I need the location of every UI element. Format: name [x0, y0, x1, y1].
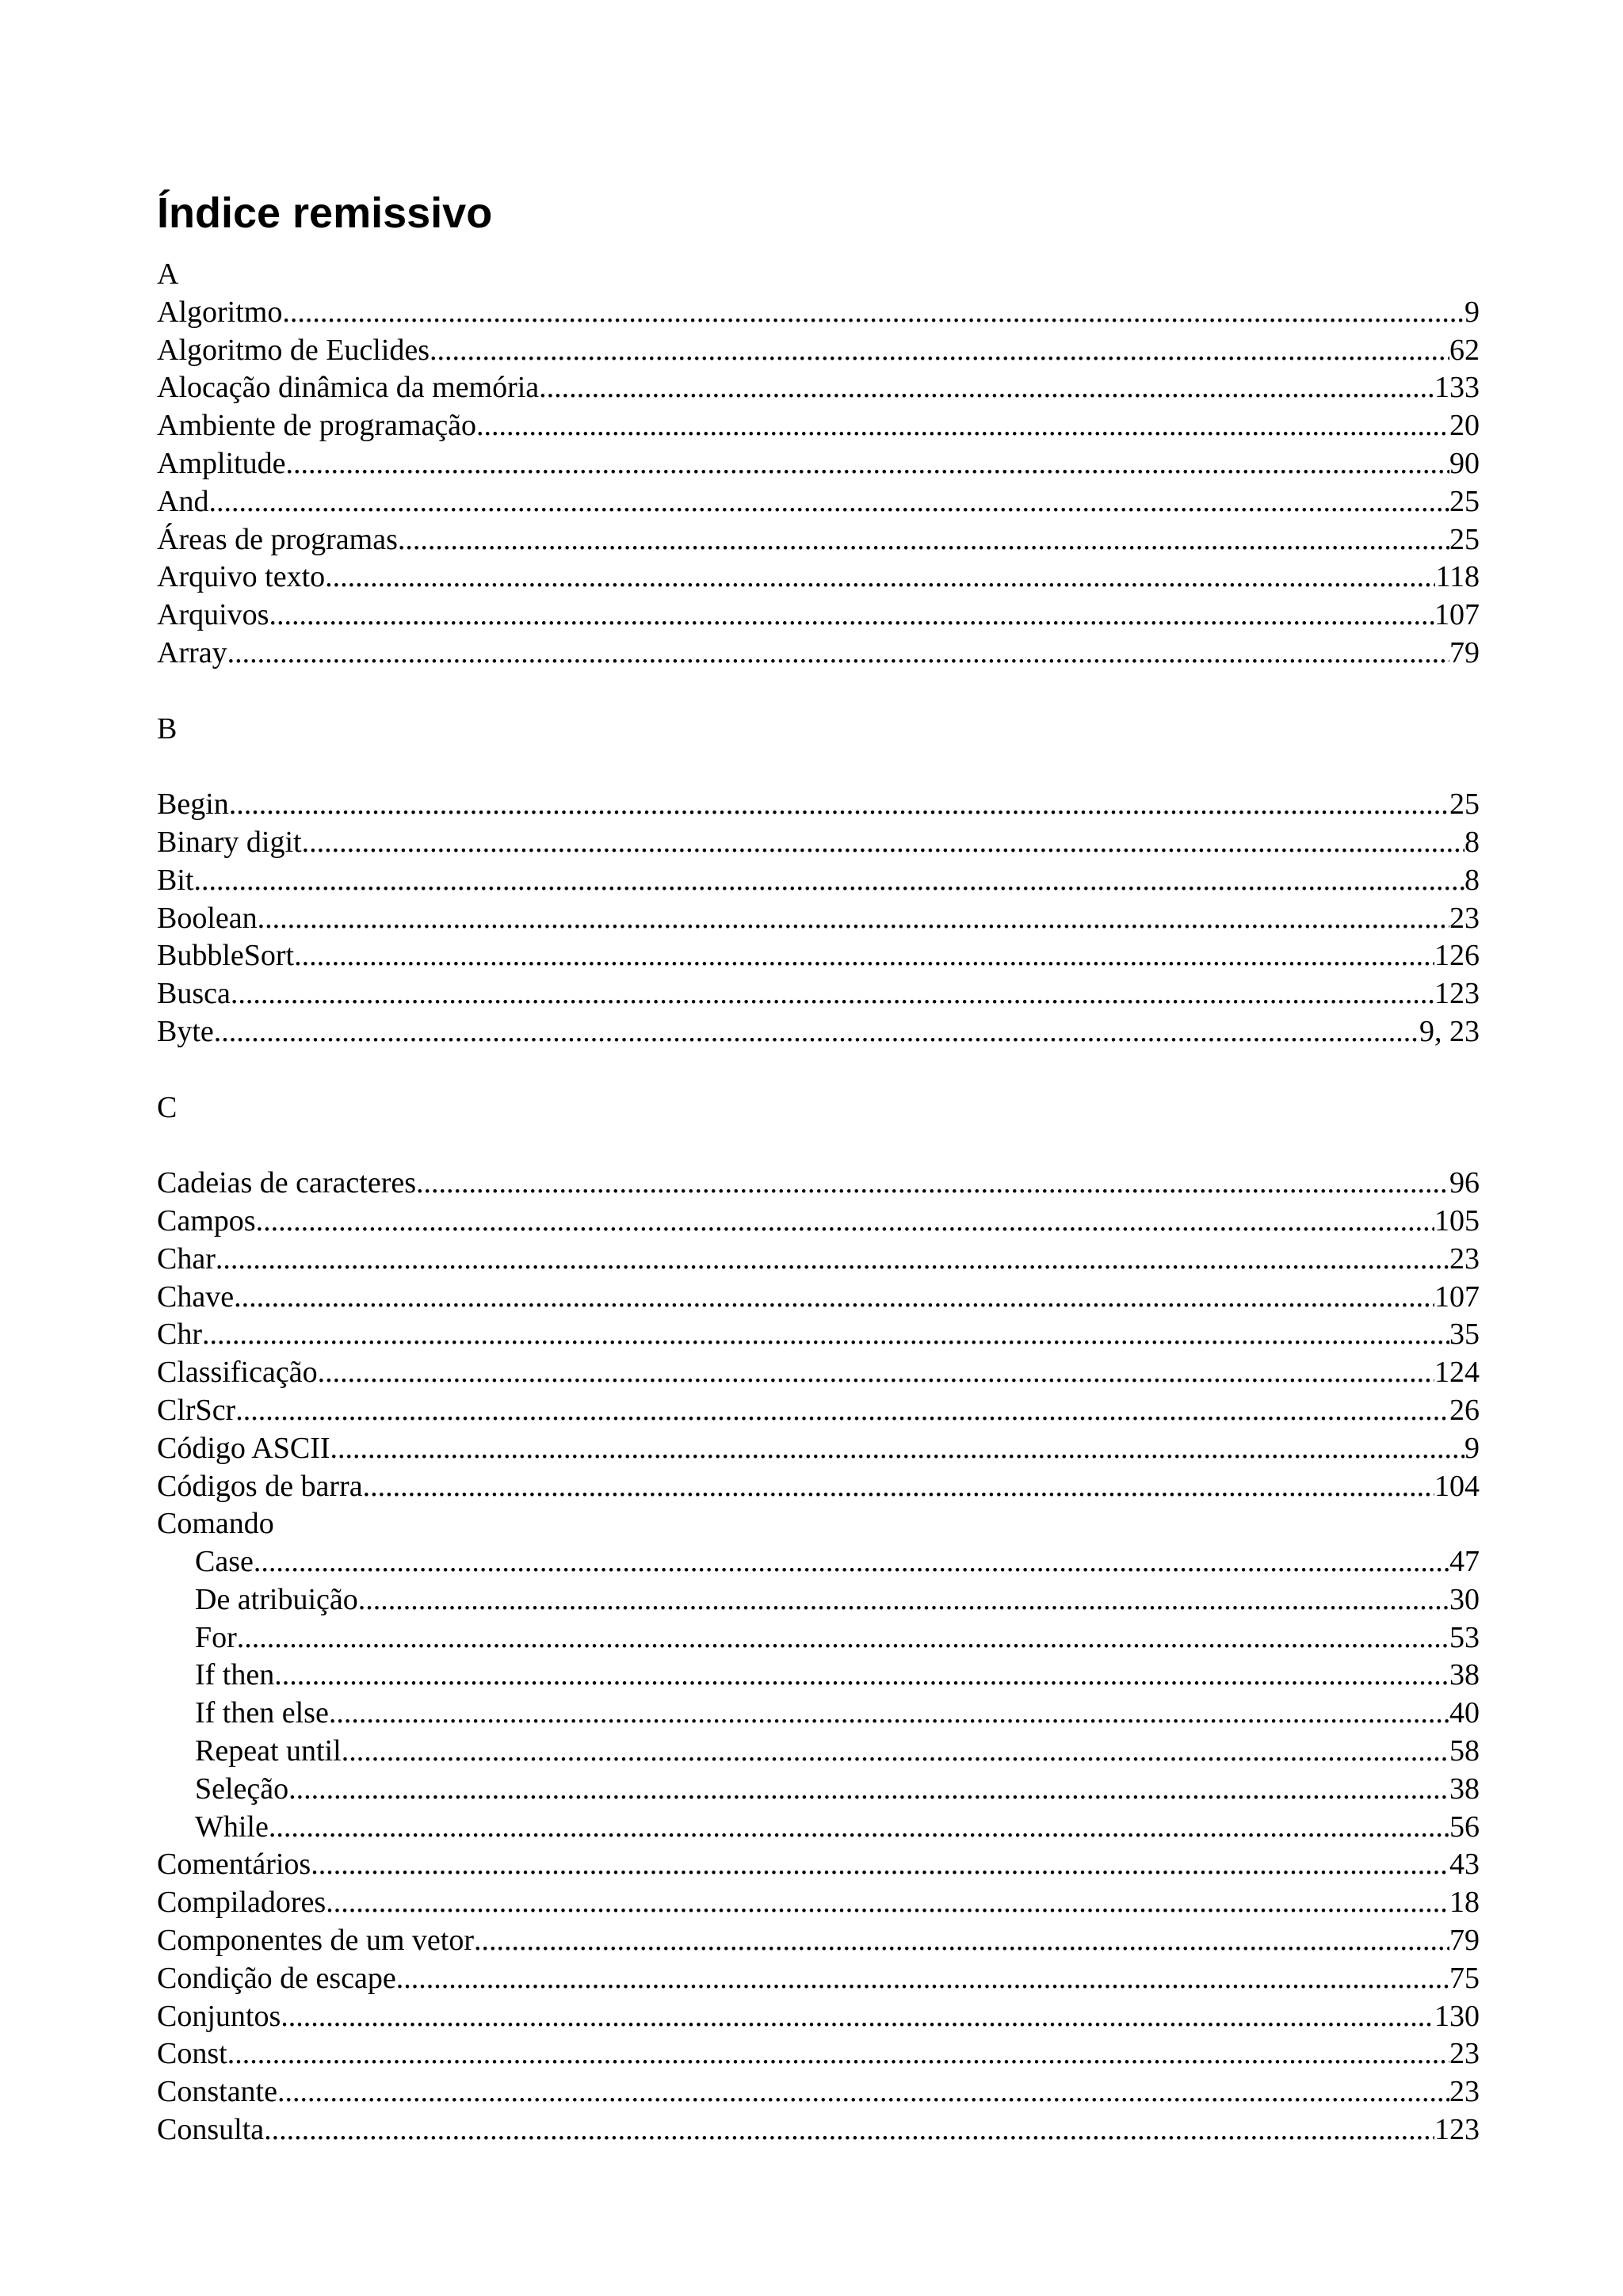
index-subentry	[157, 1619, 1480, 1657]
index-entry	[157, 294, 1480, 332]
dot-leader	[269, 597, 1434, 635]
index-subentry	[157, 1695, 1480, 1733]
entry-term: ClrScr	[157, 1393, 236, 1427]
dot-leader	[282, 294, 1465, 332]
entry-term: Amplitude	[157, 446, 286, 480]
index-entry	[157, 445, 1480, 483]
dot-leader	[234, 1279, 1434, 1317]
index-entry	[157, 369, 1480, 407]
entry-term: Consulta	[157, 2113, 265, 2147]
entry-pages: 23	[1449, 1241, 1480, 1276]
section-letter: B	[157, 711, 178, 746]
dot-leader	[288, 1771, 1449, 1809]
index-entry	[157, 1430, 1480, 1468]
section-gap	[157, 1051, 1480, 1089]
entry-pages: 40	[1449, 1696, 1480, 1730]
entry-term: Comentários	[157, 1848, 311, 1882]
entry-term: Arquivos	[157, 598, 269, 632]
dot-leader	[294, 937, 1434, 975]
entry-term: Bit	[157, 863, 194, 897]
dot-leader	[264, 2111, 1434, 2149]
entry-pages: 23	[1449, 2075, 1480, 2109]
index-entry	[157, 1241, 1480, 1279]
section-gap	[157, 1127, 1480, 1165]
entry-pages: 30	[1449, 1582, 1480, 1616]
dot-leader	[326, 1884, 1449, 1922]
entry-pages: 58	[1449, 1734, 1480, 1768]
dot-leader	[258, 900, 1449, 938]
entry-term: And	[157, 484, 209, 518]
dot-leader	[539, 369, 1434, 407]
dot-leader	[277, 2073, 1449, 2111]
index-entry	[157, 862, 1480, 900]
dot-leader	[237, 1619, 1449, 1657]
index-entry	[157, 1165, 1480, 1203]
entry-pages: 90	[1449, 446, 1480, 480]
entry-pages: 47	[1449, 1545, 1480, 1579]
index-entry	[157, 1354, 1480, 1392]
entry-pages: 25	[1449, 522, 1480, 556]
entry-term: Áreas de programas	[157, 522, 398, 556]
entry-term: If then	[195, 1658, 275, 1692]
dot-leader	[358, 1581, 1449, 1619]
dot-leader	[363, 1468, 1434, 1506]
index-entry	[157, 1960, 1480, 1998]
entry-term: Algoritmo	[157, 295, 283, 329]
dot-leader	[281, 1998, 1434, 2036]
entry-pages: 104	[1434, 1469, 1480, 1503]
entry-pages: 133	[1434, 371, 1480, 405]
dot-leader	[269, 1809, 1449, 1847]
entry-pages: 20	[1449, 409, 1480, 443]
entry-term: De atribuição	[195, 1582, 358, 1616]
entry-term: BubbleSort	[157, 939, 295, 973]
dot-leader	[416, 1165, 1449, 1203]
entry-pages: 107	[1434, 598, 1480, 632]
section-letter: A	[157, 257, 179, 291]
entry-pages: 25	[1449, 788, 1480, 822]
dot-leader	[474, 1922, 1449, 1960]
section-gap	[157, 673, 1480, 711]
entry-term: Algoritmo de Euclides	[157, 333, 430, 367]
dot-leader	[227, 635, 1449, 673]
index-subentry	[157, 1771, 1480, 1809]
dot-leader	[318, 1354, 1434, 1392]
entry-pages: 18	[1449, 1886, 1480, 1920]
dot-leader	[398, 521, 1449, 559]
entry-term: Begin	[157, 788, 229, 822]
entry-term: Constante	[157, 2075, 277, 2109]
dot-leader	[396, 1960, 1449, 1998]
index-entry	[157, 1203, 1480, 1241]
index-subentry	[157, 1657, 1480, 1695]
entry-pages: 8	[1465, 825, 1480, 859]
entry-term: For	[195, 1620, 237, 1654]
index-entry	[157, 332, 1480, 370]
index-entry	[157, 2073, 1480, 2111]
index-subentry	[157, 1543, 1480, 1581]
entry-pages: 56	[1449, 1810, 1480, 1844]
dot-leader	[254, 1543, 1449, 1581]
dot-leader	[256, 1203, 1434, 1241]
entry-term: Const	[157, 2037, 227, 2071]
entry-pages: 35	[1449, 1318, 1480, 1352]
index-subentry	[157, 1733, 1480, 1771]
index-list	[157, 256, 1480, 2149]
entry-pages: 96	[1449, 1166, 1480, 1200]
entry-pages: 38	[1449, 1772, 1480, 1806]
entry-pages: 8	[1465, 863, 1480, 897]
entry-pages: 79	[1449, 1924, 1480, 1958]
entry-term: Array	[157, 635, 227, 669]
dot-leader	[202, 1316, 1449, 1354]
section-gap	[157, 748, 1480, 786]
index-entry	[157, 937, 1480, 975]
entry-pages: 23	[1449, 901, 1480, 935]
entry-term: Binary digit	[157, 825, 302, 859]
index-subentry	[157, 1809, 1480, 1847]
index-entry	[157, 900, 1480, 938]
dot-leader	[229, 786, 1449, 824]
entry-term: Busca	[157, 977, 231, 1011]
entry-pages: 62	[1449, 333, 1480, 367]
entry-term: Case	[195, 1545, 254, 1579]
dot-leader	[216, 1241, 1449, 1279]
entry-pages: 123	[1434, 977, 1480, 1011]
dot-leader	[193, 862, 1465, 900]
entry-term: Alocação dinâmica da memória	[157, 371, 540, 405]
index-entry	[157, 1846, 1480, 1884]
entry-pages: 26	[1449, 1393, 1480, 1427]
index-subentry	[157, 1581, 1480, 1619]
index-entry	[157, 2111, 1480, 2149]
entry-pages: 43	[1449, 1848, 1480, 1882]
entry-pages: 9, 23	[1419, 1014, 1480, 1048]
entry-pages: 118	[1435, 560, 1480, 594]
index-entry	[157, 824, 1480, 862]
index-entry	[157, 1922, 1480, 1960]
index-entry	[157, 483, 1480, 521]
entry-term: Char	[157, 1241, 216, 1276]
dot-leader	[286, 445, 1449, 483]
dot-leader	[274, 1657, 1449, 1695]
entry-term: Classificação	[157, 1356, 318, 1390]
index-entry-group: Comando	[157, 1507, 274, 1541]
entry-term: Chave	[157, 1280, 235, 1314]
entry-term: Compiladores	[157, 1886, 327, 1920]
entry-pages: 75	[1449, 1961, 1480, 1995]
entry-pages: 123	[1434, 2113, 1480, 2147]
entry-pages: 126	[1434, 939, 1480, 973]
dot-leader	[476, 407, 1449, 445]
dot-leader	[231, 975, 1434, 1013]
entry-term: Componentes de um vetor	[157, 1924, 474, 1958]
dot-leader	[430, 332, 1449, 370]
entry-term: Condição de escape	[157, 1961, 396, 1995]
index-entry	[157, 786, 1480, 824]
entry-term: Boolean	[157, 901, 258, 935]
dot-leader	[329, 1695, 1449, 1733]
entry-term: Arquivo texto	[157, 560, 326, 594]
index-entry	[157, 975, 1480, 1013]
index-entry	[157, 1316, 1480, 1354]
dot-leader	[235, 1392, 1449, 1430]
entry-term: While	[195, 1810, 269, 1844]
dot-leader	[227, 2035, 1449, 2073]
entry-term: Conjuntos	[157, 1999, 281, 2033]
entry-term: Repeat until	[195, 1734, 342, 1768]
index-entry	[157, 1013, 1480, 1051]
entry-term: If then else	[195, 1696, 329, 1730]
entry-pages: 9	[1465, 295, 1480, 329]
dot-leader	[302, 824, 1465, 862]
dot-leader	[325, 559, 1435, 597]
entry-term: Seleção	[195, 1772, 289, 1806]
entry-pages: 107	[1434, 1280, 1480, 1314]
index-entry	[157, 1468, 1480, 1506]
entry-pages: 38	[1449, 1658, 1480, 1692]
entry-pages: 53	[1449, 1620, 1480, 1654]
dot-leader	[330, 1430, 1465, 1468]
entry-term: Campos	[157, 1203, 256, 1238]
entry-pages: 79	[1449, 635, 1480, 669]
index-entry	[157, 559, 1480, 597]
entry-term: Cadeias de caracteres	[157, 1166, 417, 1200]
index-entry	[157, 1884, 1480, 1922]
entry-pages: 124	[1434, 1356, 1480, 1390]
entry-term: Códigos de barra	[157, 1469, 363, 1503]
entry-pages: 130	[1434, 1999, 1480, 2033]
entry-pages: 105	[1434, 1203, 1480, 1238]
entry-pages: 9	[1465, 1431, 1480, 1465]
index-entry	[157, 635, 1480, 673]
entry-pages: 25	[1449, 484, 1480, 518]
dot-leader	[311, 1846, 1449, 1884]
index-entry	[157, 2035, 1480, 2073]
index-entry	[157, 407, 1480, 445]
index-entry	[157, 1392, 1480, 1430]
index-entry	[157, 597, 1480, 635]
entry-term: Código ASCII	[157, 1431, 330, 1465]
dot-leader	[342, 1733, 1449, 1771]
index-entry	[157, 521, 1480, 559]
page-title: Índice remissivo	[157, 189, 493, 237]
entry-term: Byte	[157, 1014, 214, 1048]
dot-leader	[208, 483, 1449, 521]
dot-leader	[214, 1013, 1419, 1051]
index-entry	[157, 1279, 1480, 1317]
entry-term: Chr	[157, 1318, 202, 1352]
index-entry	[157, 1998, 1480, 2036]
section-letter: C	[157, 1090, 178, 1124]
entry-pages: 23	[1449, 2037, 1480, 2071]
entry-term: Ambiente de programação	[157, 409, 477, 443]
